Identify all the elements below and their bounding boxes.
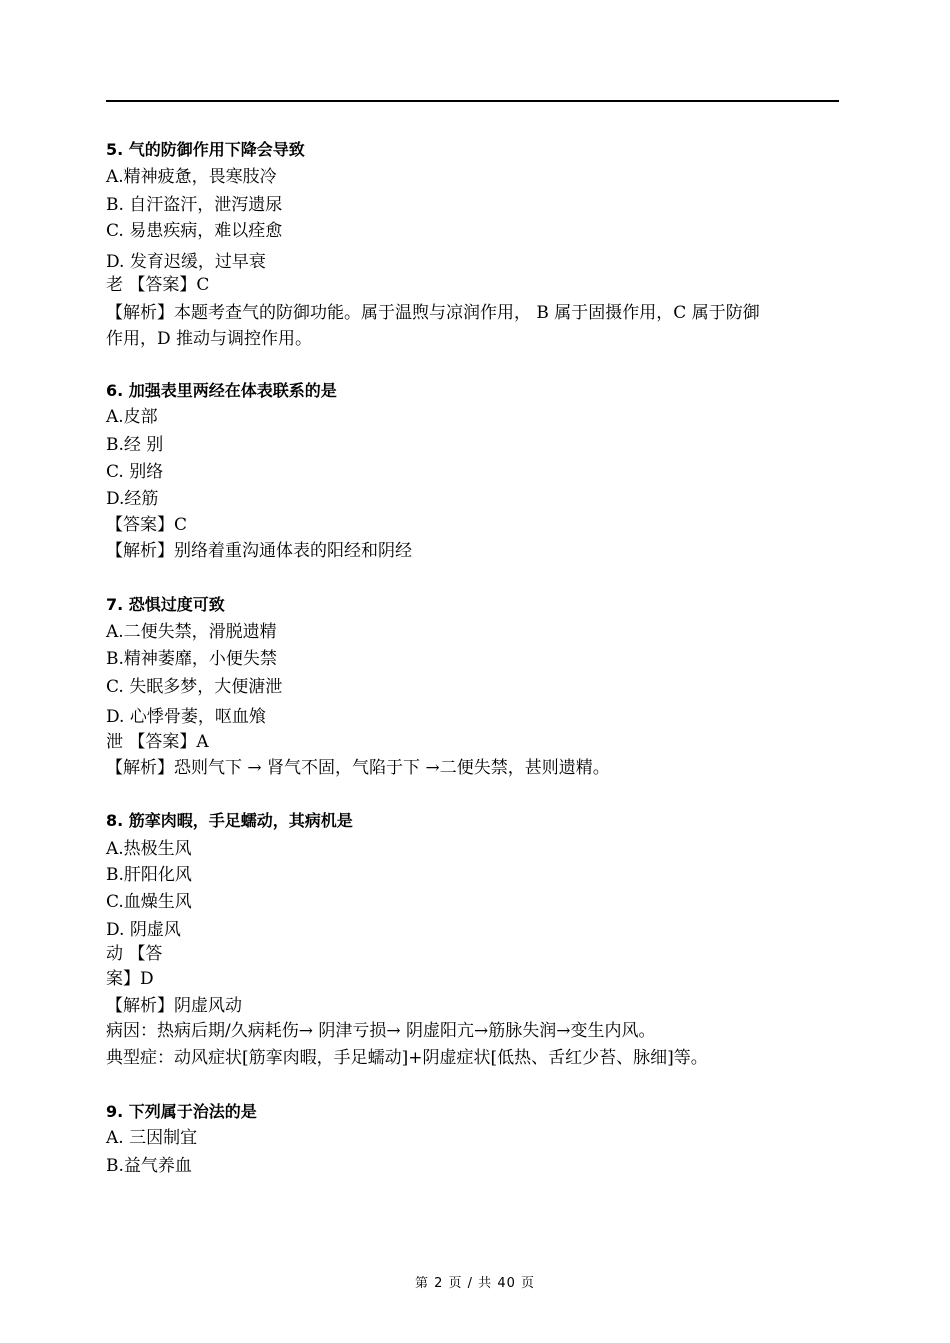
question-7-title: 7. 恐惧过度可致 bbox=[106, 595, 225, 614]
question-6-option-b: B.经 别 bbox=[106, 435, 164, 455]
question-5-analysis-cont: 作用，D 推动与调控作用。 bbox=[106, 329, 313, 349]
question-9-title: 9. 下列属于治法的是 bbox=[106, 1102, 257, 1121]
question-6-option-d: D.经筋 bbox=[106, 489, 159, 509]
question-8-option-a: A.热极生风 bbox=[106, 839, 192, 859]
question-7-answer: 泄 【答案】A bbox=[106, 732, 209, 752]
question-5-answer: 老 【答案】C bbox=[106, 275, 210, 295]
question-5-option-b: B. 自汗盗汗，泄泻遗尿 bbox=[106, 195, 283, 215]
page-number: 第 2 页 / 共 40 页 bbox=[415, 1276, 535, 1291]
header-rule bbox=[106, 100, 839, 102]
question-7-analysis: 【解析】恐则气下 → 肾气不固，气陷于下 →二便失禁，甚则遗精。 bbox=[106, 758, 610, 778]
question-8-option-b: B.肝阳化风 bbox=[106, 865, 192, 885]
question-7-option-a: A.二便失禁，滑脱遗精 bbox=[106, 622, 277, 642]
question-8-option-c: C.血燥生风 bbox=[106, 892, 192, 912]
question-5-analysis: 【解析】本题考查气的防御功能。属于温煦与凉润作用， B 属于固摄作用，C 属于防御 bbox=[106, 303, 760, 323]
question-7-option-d: D. 心悸骨萎，呕血飧 bbox=[106, 707, 266, 727]
question-5-option-d: D. 发育迟缓，过早衰 bbox=[106, 252, 266, 272]
question-6-answer: 【答案】C bbox=[106, 515, 188, 535]
question-5-title: 5. 气的防御作用下降会导致 bbox=[106, 140, 305, 159]
question-6-analysis: 【解析】别络着重沟通体表的阳经和阴经 bbox=[106, 541, 412, 561]
question-7-option-b: B.精神萎靡，小便失禁 bbox=[106, 649, 277, 669]
question-6-option-c: C. 别络 bbox=[106, 462, 164, 482]
question-9-option-b: B.益气养血 bbox=[106, 1156, 192, 1176]
question-8-analysis: 【解析】阴虚风动 bbox=[106, 996, 242, 1016]
question-6-option-a: A.皮部 bbox=[106, 407, 158, 427]
question-6-title: 6. 加强表里两经在体表联系的是 bbox=[106, 381, 337, 400]
question-8-cause: 病因：热病后期/久病耗伤→ 阴津亏损→ 阴虚阳亢→筋脉失润→变生内风。 bbox=[106, 1021, 656, 1041]
question-8-answer-cont: 案】D bbox=[106, 969, 154, 989]
question-9-option-a: A. 三因制宜 bbox=[106, 1128, 198, 1148]
question-5-option-a: A.精神疲惫，畏寒肢冷 bbox=[106, 167, 277, 187]
question-5-option-c: C. 易患疾病，难以痊愈 bbox=[106, 221, 283, 241]
question-8-option-d: D. 阴虚风 bbox=[106, 920, 181, 940]
question-8-title: 8. 筋挛肉暇，手足蠕动，其病机是 bbox=[106, 811, 353, 830]
question-8-symptom: 典型症：动风症状[筋挛肉暇，手足蠕动]+阴虚症状[低热、舌红少苔、脉细]等。 bbox=[106, 1048, 708, 1068]
question-8-answer: 动 【答 bbox=[106, 944, 163, 964]
question-7-option-c: C. 失眠多梦，大便溏泄 bbox=[106, 677, 283, 697]
